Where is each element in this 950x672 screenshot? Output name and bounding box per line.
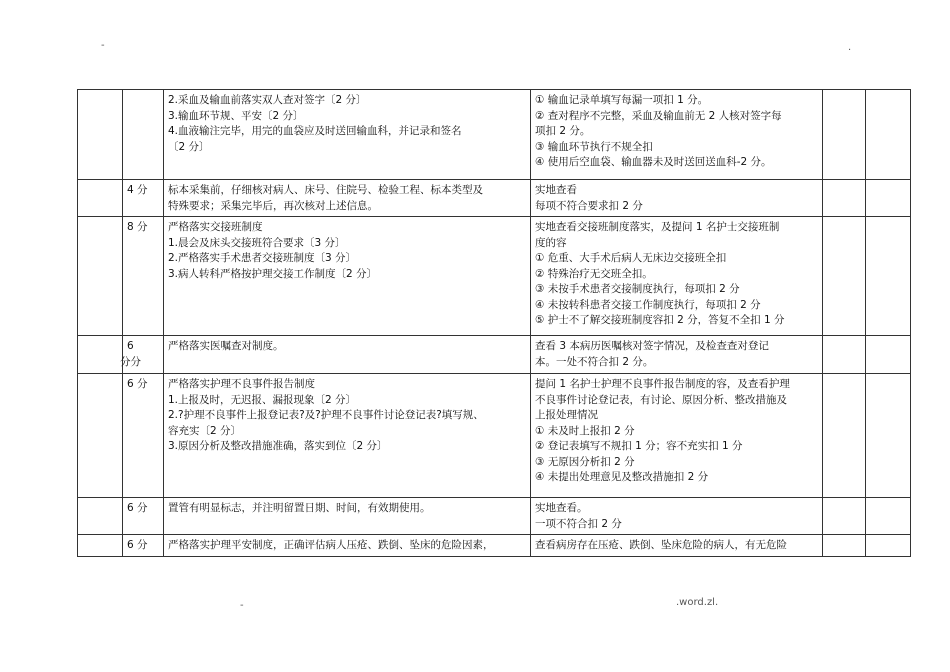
deduction-cell: [823, 498, 866, 535]
standard-line: 1.晨会及床头交接班符合要求〔3 分〕: [168, 236, 346, 249]
header-left-mark: -: [101, 40, 105, 51]
method-cell: [531, 90, 823, 180]
table-row: [78, 336, 911, 374]
method-line: 一项不符合扣 2 分: [535, 517, 622, 530]
standard-line: 4.血液输注完毕，用完的血袋应及时送回输血科，并记录和签名: [168, 125, 462, 137]
score-text: 4 分: [127, 184, 148, 196]
method-line: ④ 未提出处理意见及整改措施扣 2 分: [535, 471, 709, 483]
standard-line: 严格落实医嘱查对制度。: [168, 340, 284, 352]
method-cell: [531, 336, 823, 374]
table-row: [78, 180, 911, 217]
blank-cell: [78, 217, 123, 336]
standard-line: 〔2 分〕: [168, 140, 210, 153]
standard-line: 1.上报及时，无迟报、漏报现象〔2 分〕: [168, 393, 357, 406]
blank-cell: [78, 498, 123, 535]
blank-cell: [78, 336, 123, 374]
score-cell: [120, 336, 164, 374]
method-cell: [531, 217, 823, 336]
score-text: 8 分: [127, 221, 148, 233]
method-line: 实地查看。: [535, 502, 588, 514]
standard-line: 2.严格落实手术患者交接班制度〔3 分〕: [168, 252, 357, 264]
method-line: ① 输血记录单填写每漏一项扣 1 分。: [535, 94, 709, 106]
method-line: 每项不符合要求扣 2 分: [535, 199, 643, 212]
method-cell: [531, 180, 823, 217]
blank-cell: [78, 535, 123, 557]
method-line: 上报处理情况: [535, 409, 598, 421]
standard-line: 严格落实交接班制度: [168, 221, 263, 233]
remark-cell: [866, 90, 911, 180]
blank-cell: [78, 180, 123, 217]
table-row: [78, 498, 911, 535]
standard-line: 特殊要求；采集完毕后，再次核对上述信息。: [168, 199, 378, 212]
method-cell: [531, 374, 823, 498]
blank-cell: [78, 90, 123, 180]
table-row: [78, 217, 911, 336]
method-line: 实地查看: [535, 184, 577, 196]
method-line: ② 登记表填写不规扣 1 分；容不充实扣 1 分: [535, 440, 743, 452]
score-text: 分分: [120, 355, 141, 368]
deduction-cell: [823, 336, 866, 374]
standard-line: 2.?护理不良事件上报登记表?及?护理不良事件讨论登记表?填写规、: [168, 409, 484, 421]
method-line: ④ 未按转科患者交接工作制度执行，每项扣 2 分: [535, 298, 761, 311]
standard-line: 3.原因分析及整改措施准确，落实到位〔2 分〕: [168, 440, 388, 452]
deduction-cell: [823, 374, 866, 498]
standard-line: 置管有明显标志，并注明留置日期、时间，有效期使用。: [168, 502, 431, 514]
standard-cell: [164, 180, 531, 217]
method-line: ① 危重、大手术后病人无床边交接班全扣: [535, 252, 727, 264]
method-line: 项扣 2 分。: [535, 125, 591, 137]
method-line: 查看 3 本病历医嘱核对签字情况，及检查查对登记: [535, 340, 769, 352]
method-line: 查看病房存在压疮、跌倒、坠床危险的病人，有无危险: [535, 539, 787, 551]
table-row: [78, 90, 911, 180]
method-cell: [531, 535, 823, 557]
blank-cell: [78, 374, 123, 498]
score-cell: [123, 90, 164, 180]
method-line: ① 未及时上报扣 2 分: [535, 424, 635, 437]
method-line: 度的容: [535, 236, 567, 249]
method-line: ③ 未按手术患者交接制度执行，每项扣 2 分: [535, 283, 740, 295]
method-line: ② 查对程序不完整，采血及输血前无 2 人核对签字每: [535, 109, 782, 122]
method-line: ② 特殊治疗无交班全扣。: [535, 267, 653, 280]
standard-line: 严格落实护理平安制度，正确评估病人压疮、跌倒、坠床的危险因素，: [168, 539, 494, 551]
standard-cell: [164, 217, 531, 336]
score-text: 6: [127, 340, 134, 352]
footer-left-mark: -: [240, 600, 244, 611]
deduction-cell: [823, 180, 866, 217]
score-cell: [123, 217, 164, 336]
header-right-mark: .: [848, 42, 852, 53]
deduction-cell: [823, 217, 866, 336]
score-text: 6 分: [127, 539, 148, 551]
table-row: [78, 374, 911, 498]
standard-line: 3.病人转科严格按护理交接工作制度〔2 分〕: [168, 267, 378, 280]
remark-cell: [866, 180, 911, 217]
score-text: 6 分: [127, 378, 148, 390]
standard-line: 3.输血环节规、平安〔2 分〕: [168, 109, 304, 122]
standard-cell: [164, 90, 531, 180]
score-text: 6 分: [127, 502, 148, 514]
method-line: 实地查看交接班制度落实，及提问 1 名护士交接班制: [535, 221, 780, 233]
score-cell: [123, 535, 164, 557]
remark-cell: [866, 217, 911, 336]
method-line: 本。一处不符合扣 2 分。: [535, 355, 654, 368]
footer-right-mark: .word.zl.: [676, 597, 719, 608]
inspection-table: [77, 89, 911, 557]
method-cell: [531, 498, 823, 535]
standard-line: 标本采集前，仔细核对病人、床号、住院号、检验工程、标本类型及: [168, 184, 483, 196]
standard-line: 2.采血及输血前落实双人查对签字〔2 分〕: [168, 94, 367, 106]
score-cell: [123, 498, 164, 535]
method-line: ④ 使用后空血袋、输血器未及时送回送血科-2 分。: [535, 156, 772, 168]
standard-cell: [164, 535, 531, 557]
standard-cell: [164, 374, 531, 498]
method-line: ⑤ 护士不了解交接班制度容扣 2 分，答复不全扣 1 分: [535, 314, 785, 326]
standard-line: 容充实〔2 分〕: [168, 424, 242, 437]
method-line: 不良事件讨论登记表，有讨论、原因分析、整改措施及: [535, 393, 787, 406]
standard-cell: [164, 336, 531, 374]
score-cell: [123, 180, 164, 217]
method-line: 提问 1 名护士护理不良事件报告制度的容，及查看护理: [535, 378, 790, 390]
method-line: ③ 输血环节执行不规全扣: [535, 140, 653, 153]
standard-line: 严格落实护理不良事件报告制度: [168, 378, 315, 390]
remark-cell: [866, 498, 911, 535]
score-cell: [123, 374, 164, 498]
deduction-cell: [823, 90, 866, 180]
table-row: [78, 535, 911, 557]
remark-cell: [866, 336, 911, 374]
remark-cell: [866, 374, 911, 498]
method-line: ③ 无原因分析扣 2 分: [535, 455, 635, 468]
standard-cell: [164, 498, 531, 535]
remark-cell: [866, 535, 911, 557]
deduction-cell: [823, 535, 866, 557]
